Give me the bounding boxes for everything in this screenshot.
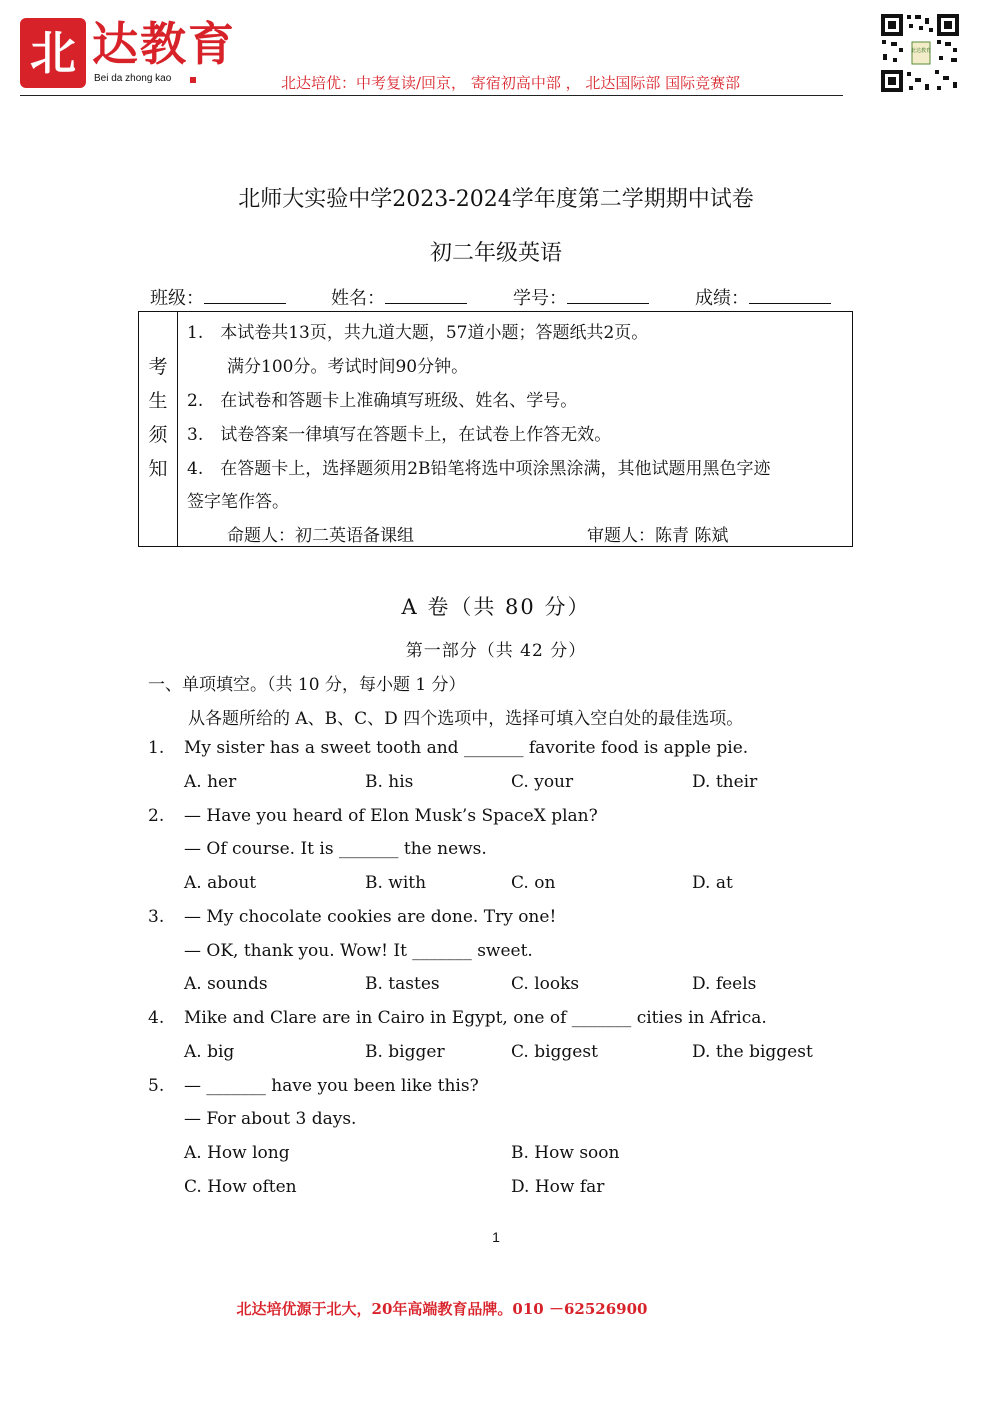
question-instruction: 从各题所给的 A、B、C、D 四个选项中，选择可填入空白处的最佳选项。: [188, 709, 744, 729]
option-c: C. on: [511, 873, 556, 893]
option-c: C. How often: [184, 1177, 297, 1197]
question-text: — OK, thank you. Wow! It _______ sweet.: [184, 941, 533, 961]
question-number: 1.: [148, 738, 165, 758]
page-number: 1: [492, 1229, 500, 1245]
logo-mark: 北: [20, 18, 86, 88]
notice-line: 3. 试卷答案一律填写在答题卡上，在试卷上作答无效。: [187, 425, 612, 445]
score-field: [695, 284, 831, 310]
question-text: — My chocolate cookies are done. Try one!: [184, 907, 557, 927]
option-d: D. How far: [511, 1177, 605, 1197]
part-title: 第一部分（共 42 分）: [405, 641, 587, 661]
option-c: C. your: [511, 772, 574, 792]
question-text: — _______ have you been like this?: [184, 1076, 479, 1096]
option-a: A. sounds: [184, 974, 268, 994]
notice-reviewer: 审题人：陈青 陈斌: [587, 526, 729, 546]
option-b: B. How soon: [511, 1143, 620, 1163]
class-blank: [204, 285, 286, 304]
notice-char: 须: [148, 424, 168, 446]
option-d: D. their: [692, 772, 758, 792]
notice-line: 2. 在试卷和答题卡上准确填写班级、姓名、学号。: [187, 391, 578, 411]
name-field: [331, 284, 467, 310]
exam-notice-box: [138, 311, 853, 547]
question-group-heading: 一、单项填空。（共 10 分，每小题 1 分）: [148, 675, 466, 695]
qr-code-icon: [879, 12, 961, 94]
question-text: — For about 3 days.: [184, 1109, 357, 1129]
name-blank: [385, 285, 467, 304]
option-d: D. feels: [692, 974, 757, 994]
footer-advert: 北达培优源于北大，20年高端教育品牌。010 －62526900: [236, 1300, 648, 1318]
notice-char: 考: [148, 356, 168, 378]
notice-side-label: [139, 312, 178, 546]
question-text: — Have you heard of Elon Musk’s SpaceX plan?: [184, 806, 598, 826]
option-c: C. looks: [511, 974, 580, 994]
section-title: A 卷（共 80 分）: [401, 595, 591, 619]
student-id-blank: [567, 285, 649, 304]
score-label: 成绩：: [695, 288, 749, 309]
class-field: [150, 284, 286, 310]
option-b: B. bigger: [365, 1042, 445, 1062]
qr-center-label: 北达教育: [910, 48, 932, 54]
logo-subtitle: Bei da zhong kao: [94, 73, 172, 84]
option-b: B. his: [365, 772, 414, 792]
student-id-label: 学号：: [513, 288, 567, 309]
question-text: — Of course. It is _______ the news.: [184, 839, 487, 859]
notice-author: 命题人：初二英语备课组: [227, 526, 414, 546]
name-label: 姓名：: [331, 288, 385, 309]
header-divider: [20, 95, 843, 96]
notice-char: 知: [148, 458, 168, 480]
question-number: 3.: [148, 907, 165, 927]
option-a: A. big: [184, 1042, 235, 1062]
option-b: B. tastes: [365, 974, 440, 994]
class-label: 班级：: [150, 288, 204, 309]
notice-line: 满分100分。考试时间90分钟。: [227, 357, 469, 377]
question-text: My sister has a sweet tooth and _______ favorite food is apple pie.: [184, 738, 749, 758]
option-d: D. the biggest: [692, 1042, 813, 1062]
notice-line: 4. 在答题卡上，选择题须用2B铅笔将选中项涂黑涂满，其他试题用黑色字迹: [187, 459, 771, 479]
option-b: B. with: [365, 873, 427, 893]
notice-line: 1. 本试卷共13页，共九道大题，57道小题；答题纸共2页。: [187, 323, 649, 343]
exam-subtitle: 初二年级英语: [429, 241, 562, 266]
option-c: C. biggest: [511, 1042, 598, 1062]
score-blank: [749, 285, 831, 304]
logo-dot: [190, 77, 196, 83]
option-a: A. about: [184, 873, 257, 893]
notice-line: 签字笔作答。: [187, 492, 289, 512]
question-text: Mike and Clare are in Cairo in Egypt, one of _______ cities in Africa.: [184, 1008, 767, 1028]
question-number: 5.: [148, 1076, 165, 1096]
option-a: A. How long: [184, 1143, 290, 1163]
option-a: A. her: [184, 772, 237, 792]
question-number: 2.: [148, 806, 165, 826]
option-d: D. at: [692, 873, 733, 893]
logo-name: 达教育: [92, 17, 236, 71]
header-slogan: 北达培优：中考复读/回京， 寄宿初高中部 ， 北达国际部 国际竞赛部: [281, 74, 741, 92]
question-number: 4.: [148, 1008, 165, 1028]
notice-char: 生: [148, 390, 168, 412]
exam-title: 北师大实验中学2023-2024学年度第二学期期中试卷: [238, 187, 754, 212]
student-id-field: [513, 284, 649, 310]
